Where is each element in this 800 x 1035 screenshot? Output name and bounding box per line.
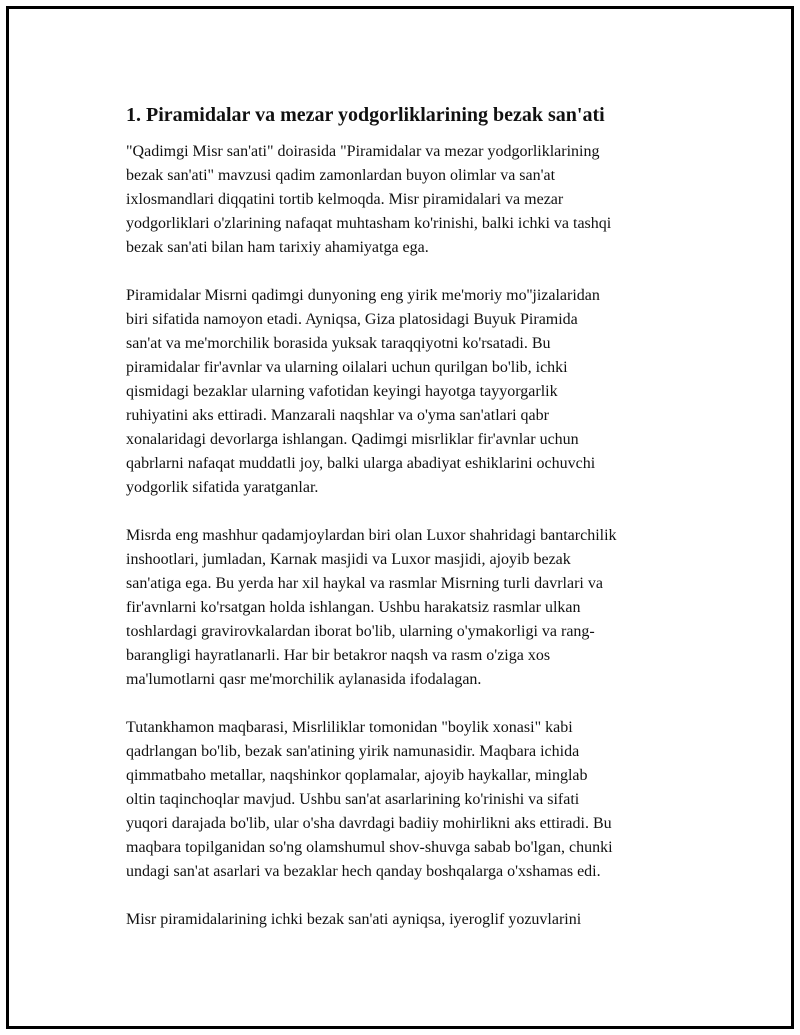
- paragraph-line: qadrlangan bo'lib, bezak san'atining yirik namunasidir. Maqbara ichida: [126, 743, 580, 760]
- paragraph-line: qabrlarni nafaqat muddatli joy, balki ularga abadiyat eshiklarini ochuvchi: [126, 455, 596, 472]
- paragraph-line: Misr piramidalarining ichki bezak san'ati ayniqsa, iyeroglif yozuvlarini: [126, 911, 582, 928]
- paragraph-line: Misrda eng mashhur qadamjoylardan biri olan Luxor shahridagi bantarchilik: [126, 527, 617, 544]
- paragraph-line: undagi san'at asarlari va bezaklar hech qanday boshqalarga o'xshamas edi.: [126, 863, 601, 880]
- paragraph-1: [126, 140, 706, 260]
- paragraph-line: yodgorlik sifatida yaratganlar.: [126, 479, 319, 496]
- paragraph-4: [126, 716, 706, 884]
- section-heading: 1. Piramidalar va mezar yodgorliklarining bezak san'ati: [126, 104, 605, 126]
- paragraph-line: "Qadimgi Misr san'ati" doirasida "Piramidalar va mezar yodgorliklarining: [126, 143, 600, 160]
- paragraph-line: oltin taqinchoqlar mavjud. Ushbu san'at asarlarining ko'rinishi va sifati: [126, 791, 580, 808]
- paragraph-line: yuqori darajada bo'lib, ular o'sha davrdagi badiiy mohirlikni aks ettiradi. Bu: [126, 815, 612, 832]
- paragraph-line: inshootlari, jumladan, Karnak masjidi va Luxor masjidi, ajoyib bezak: [126, 551, 571, 568]
- paragraph-line: qimmatbaho metallar, naqshinkor qoplamalar, ajoyib haykallar, minglab: [126, 767, 588, 784]
- paragraph-line: qismidagi bezaklar ularning vafotidan keyingi hayotga tayyorgarlik: [126, 383, 558, 400]
- paragraph-3: [126, 524, 706, 692]
- paragraph-line: ruhiyatini aks ettiradi. Manzarali naqshlar va o'yma san'atlari qabr: [126, 407, 549, 424]
- document-content: [126, 102, 706, 956]
- paragraph-line: Piramidalar Misrni qadimgi dunyoning eng yirik me'moriy mo''jizalaridan: [126, 287, 600, 304]
- paragraph-line: barangligi hayratlanarli. Har bir betakror naqsh va rasm o'ziga xos: [126, 647, 551, 664]
- paragraph-line: bezak san'ati bilan ham tarixiy ahamiyatga ega.: [126, 239, 429, 256]
- paragraph-line: Tutankhamon maqbarasi, Misrliliklar tomonidan "boylik xonasi" kabi: [126, 719, 573, 736]
- paragraph-line: ixlosmandlari diqqatini tortib kelmoqda. Misr piramidalari va mezar: [126, 191, 564, 208]
- paragraph-line: bezak san'ati" mavzusi qadim zamonlardan buyon olimlar va san'at: [126, 167, 556, 184]
- paragraph-line: fir'avnlarni ko'rsatgan holda ishlangan. Ushbu harakatsiz rasmlar ulkan: [126, 599, 581, 616]
- paragraph-line: yodgorliklari o'zlarining nafaqat muhtasham ko'rinishi, balki ichki va tashqi: [126, 215, 612, 232]
- paragraph-line: toshlardagi gravirovkalardan iborat bo'lib, ularning o'ymakorligi va rang-: [126, 623, 595, 640]
- paragraph-line: san'atiga ega. Bu yerda har xil haykal va rasmlar Misrning turli davrlari va: [126, 575, 603, 592]
- paragraph-line: maqbara topilganidan so'ng olamshumul shov-shuvga sabab bo'lgan, chunki: [126, 839, 613, 856]
- paragraph-2: [126, 284, 706, 500]
- page-frame: [6, 6, 794, 1029]
- paragraph-line: biri sifatida namoyon etadi. Ayniqsa, Giza platosidagi Buyuk Piramida: [126, 311, 578, 328]
- paragraph-line: piramidalar fir'avnlar va ularning oilalari uchun qurilgan bo'lib, ichki: [126, 359, 568, 376]
- paragraph-line: ma'lumotlarni qasr me'morchilik aylanasida ifodalagan.: [126, 671, 482, 688]
- paragraph-line: san'at va me'morchilik borasida yuksak taraqqiyotni ko'rsatadi. Bu: [126, 335, 551, 352]
- paragraph-5: [126, 908, 706, 932]
- paragraph-line: xonalaridagi devorlarga ishlangan. Qadimgi misrliklar fir'avnlar uchun: [126, 431, 579, 448]
